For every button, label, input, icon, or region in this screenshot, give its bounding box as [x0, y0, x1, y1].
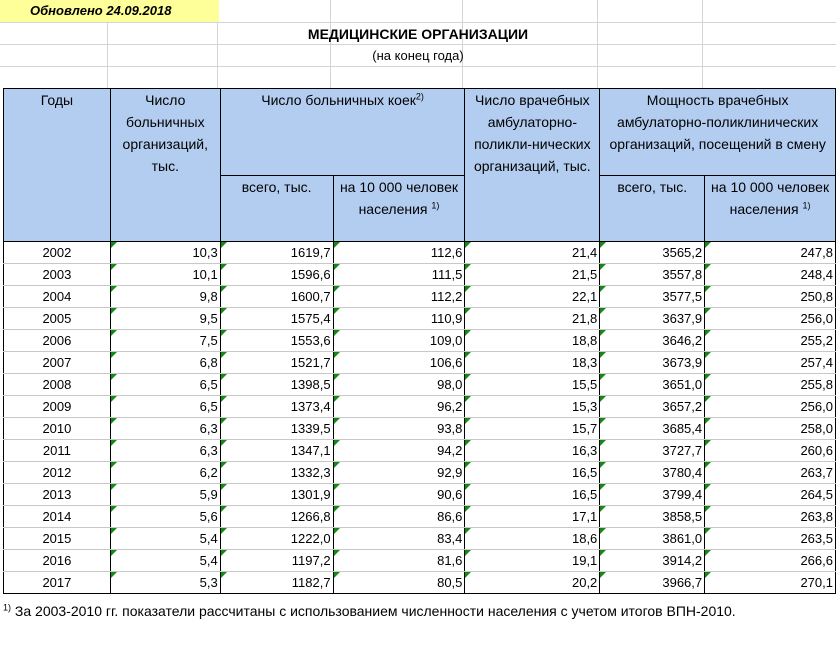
- cell-capacity-total[interactable]: 3861,0: [600, 528, 705, 550]
- cell-hospitals[interactable]: 6,5: [110, 396, 220, 418]
- header-beds-group[interactable]: Число больничных коек$^{2)}$: [220, 89, 465, 176]
- cell-beds-per10k[interactable]: 92,9: [333, 462, 465, 484]
- header-years[interactable]: Годы: [4, 89, 111, 242]
- cell-beds-total[interactable]: 1553,6: [220, 330, 333, 352]
- table-row: [4, 286, 836, 308]
- cell-outpatient[interactable]: 19,1: [465, 550, 600, 572]
- cell-hospitals[interactable]: 9,8: [110, 286, 220, 308]
- cell-outpatient[interactable]: 18,3: [465, 352, 600, 374]
- cell-capacity-per10k[interactable]: 263,8: [705, 506, 836, 528]
- cell-capacity-per10k[interactable]: 247,8: [705, 242, 836, 264]
- header-outpatient[interactable]: Число врачебных амбулаторно-поликли-нических организаций, тыс.: [465, 89, 600, 242]
- cell-beds-per10k[interactable]: 96,2: [333, 396, 465, 418]
- table-row: [4, 462, 836, 484]
- cell-capacity-per10k[interactable]: 256,0: [705, 396, 836, 418]
- cell-year[interactable]: 2003: [4, 264, 111, 286]
- cell-outpatient[interactable]: 16,5: [465, 484, 600, 506]
- cell-beds-per10k[interactable]: 112,2: [333, 286, 465, 308]
- cell-capacity-total[interactable]: 3858,5: [600, 506, 705, 528]
- cell-beds-per10k[interactable]: 109,0: [333, 330, 465, 352]
- cell-year[interactable]: 2004: [4, 286, 111, 308]
- cell-outpatient[interactable]: 15,5: [465, 374, 600, 396]
- cell-capacity-per10k[interactable]: 250,8: [705, 286, 836, 308]
- cell-capacity-per10k[interactable]: 260,6: [705, 440, 836, 462]
- cell-hospitals[interactable]: 7,5: [110, 330, 220, 352]
- cell-capacity-per10k[interactable]: 255,8: [705, 374, 836, 396]
- cell-year[interactable]: 2011: [4, 440, 111, 462]
- cell-capacity-total[interactable]: 3966,7: [600, 572, 705, 594]
- cell-outpatient[interactable]: 18,8: [465, 330, 600, 352]
- cell-year[interactable]: 2010: [4, 418, 111, 440]
- cell-outpatient[interactable]: 20,2: [465, 572, 600, 594]
- cell-capacity-total[interactable]: 3646,2: [600, 330, 705, 352]
- cell-beds-per10k[interactable]: 81,6: [333, 550, 465, 572]
- cell-year[interactable]: 2015: [4, 528, 111, 550]
- cell-beds-total[interactable]: 1521,7: [220, 352, 333, 374]
- table-row: [4, 572, 836, 594]
- cell-capacity-total[interactable]: 3673,9: [600, 352, 705, 374]
- cell-capacity-per10k[interactable]: 255,2: [705, 330, 836, 352]
- header-capacity-total[interactable]: всего, тыс.: [600, 176, 705, 242]
- cell-capacity-total[interactable]: 3799,4: [600, 484, 705, 506]
- cell-beds-total[interactable]: 1347,1: [220, 440, 333, 462]
- cell-capacity-per10k[interactable]: 270,1: [705, 572, 836, 594]
- cell-capacity-per10k[interactable]: 263,5: [705, 528, 836, 550]
- cell-hospitals[interactable]: 5,4: [110, 550, 220, 572]
- header-capacity-group[interactable]: Мощность врачебных амбулаторно-поликлинических организаций, посещений в смену: [600, 89, 836, 176]
- cell-beds-per10k[interactable]: 110,9: [333, 308, 465, 330]
- cell-capacity-total[interactable]: 3557,8: [600, 264, 705, 286]
- table-row: [4, 330, 836, 352]
- cell-hospitals[interactable]: 6,8: [110, 352, 220, 374]
- cell-year[interactable]: 2012: [4, 462, 111, 484]
- cell-beds-per10k[interactable]: 83,4: [333, 528, 465, 550]
- footnote-mark: 1): [3, 602, 12, 613]
- header-hospitals[interactable]: Число больничных организаций, тыс.: [110, 89, 220, 242]
- table-row: [4, 484, 836, 506]
- cell-hospitals[interactable]: 5,9: [110, 484, 220, 506]
- cell-outpatient[interactable]: 15,3: [465, 396, 600, 418]
- cell-beds-total[interactable]: 1575,4: [220, 308, 333, 330]
- cell-outpatient[interactable]: 16,5: [465, 462, 600, 484]
- table-row: [4, 440, 836, 462]
- cell-capacity-total[interactable]: 3685,4: [600, 418, 705, 440]
- cell-outpatient[interactable]: 21,4: [465, 242, 600, 264]
- cell-capacity-total[interactable]: 3651,0: [600, 374, 705, 396]
- cell-year[interactable]: 2014: [4, 506, 111, 528]
- cell-capacity-per10k[interactable]: 258,0: [705, 418, 836, 440]
- cell-year[interactable]: 2017: [4, 572, 111, 594]
- cell-outpatient[interactable]: 18,6: [465, 528, 600, 550]
- cell-beds-total[interactable]: 1266,8: [220, 506, 333, 528]
- cell-beds-per10k[interactable]: 106,6: [333, 352, 465, 374]
- table-row: [4, 264, 836, 286]
- cell-hospitals[interactable]: 10,1: [110, 264, 220, 286]
- medical-organizations-table: [3, 88, 836, 594]
- cell-beds-total[interactable]: 1373,4: [220, 396, 333, 418]
- cell-beds-per10k[interactable]: 90,6: [333, 484, 465, 506]
- cell-beds-total[interactable]: 1182,7: [220, 572, 333, 594]
- cell-hospitals[interactable]: 6,3: [110, 440, 220, 462]
- footnote: [3, 600, 833, 622]
- cell-hospitals[interactable]: 5,3: [110, 572, 220, 594]
- table-row: [4, 352, 836, 374]
- table-body: [4, 242, 836, 594]
- cell-capacity-total[interactable]: 3657,2: [600, 396, 705, 418]
- cell-beds-per10k[interactable]: 112,6: [333, 242, 465, 264]
- cell-outpatient[interactable]: 15,7: [465, 418, 600, 440]
- cell-capacity-per10k[interactable]: 266,6: [705, 550, 836, 572]
- cell-capacity-per10k[interactable]: 256,0: [705, 308, 836, 330]
- cell-outpatient[interactable]: 17,1: [465, 506, 600, 528]
- cell-capacity-total[interactable]: 3637,9: [600, 308, 705, 330]
- cell-year[interactable]: 2007: [4, 352, 111, 374]
- cell-beds-total[interactable]: 1600,7: [220, 286, 333, 308]
- table-row: [4, 528, 836, 550]
- cell-beds-total[interactable]: 1222,0: [220, 528, 333, 550]
- cell-capacity-total[interactable]: 3577,5: [600, 286, 705, 308]
- cell-outpatient[interactable]: 22,1: [465, 286, 600, 308]
- cell-year[interactable]: 2005: [4, 308, 111, 330]
- table-row: [4, 396, 836, 418]
- cell-beds-per10k[interactable]: 94,2: [333, 440, 465, 462]
- cell-outpatient[interactable]: 21,8: [465, 308, 600, 330]
- table-row: [4, 374, 836, 396]
- cell-outpatient[interactable]: 16,3: [465, 440, 600, 462]
- cell-beds-per10k[interactable]: 86,6: [333, 506, 465, 528]
- table-row: [4, 418, 836, 440]
- cell-beds-total[interactable]: 1619,7: [220, 242, 333, 264]
- cell-hospitals[interactable]: 6,3: [110, 418, 220, 440]
- header-capacity-per10k[interactable]: на 10 000 человек населения $^{1)}$: [705, 176, 836, 242]
- table-row: [4, 308, 836, 330]
- cell-beds-per10k[interactable]: 98,0: [333, 374, 465, 396]
- page-title: МЕДИЦИНСКИЕ ОРГАНИЗАЦИИ: [307, 26, 529, 42]
- cell-beds-total[interactable]: 1301,9: [220, 484, 333, 506]
- cell-year[interactable]: 2016: [4, 550, 111, 572]
- table-row: [4, 550, 836, 572]
- cell-hospitals[interactable]: 5,4: [110, 528, 220, 550]
- page-subtitle: (на конец года): [372, 48, 464, 63]
- cell-outpatient[interactable]: 21,5: [465, 264, 600, 286]
- table-row: [4, 242, 836, 264]
- cell-hospitals[interactable]: 6,2: [110, 462, 220, 484]
- cell-capacity-per10k[interactable]: 264,5: [705, 484, 836, 506]
- cell-year[interactable]: 2008: [4, 374, 111, 396]
- cell-capacity-per10k[interactable]: 263,7: [705, 462, 836, 484]
- cell-capacity-total[interactable]: 3914,2: [600, 550, 705, 572]
- cell-beds-per10k[interactable]: 93,8: [333, 418, 465, 440]
- cell-year[interactable]: 2009: [4, 396, 111, 418]
- cell-capacity-total[interactable]: 3780,4: [600, 462, 705, 484]
- cell-hospitals[interactable]: 10,3: [110, 242, 220, 264]
- cell-beds-total[interactable]: 1332,3: [220, 462, 333, 484]
- cell-year[interactable]: 2013: [4, 484, 111, 506]
- cell-capacity-per10k[interactable]: 248,4: [705, 264, 836, 286]
- updated-date-cell[interactable]: Обновлено 24.09.2018: [0, 0, 219, 22]
- cell-beds-per10k[interactable]: 80,5: [333, 572, 465, 594]
- cell-beds-total[interactable]: 1339,5: [220, 418, 333, 440]
- cell-beds-total[interactable]: 1596,6: [220, 264, 333, 286]
- cell-capacity-total[interactable]: 3727,7: [600, 440, 705, 462]
- cell-year[interactable]: 2002: [4, 242, 111, 264]
- cell-beds-per10k[interactable]: 111,5: [333, 264, 465, 286]
- header-beds-total[interactable]: всего, тыс.: [220, 176, 333, 242]
- cell-hospitals[interactable]: 6,5: [110, 374, 220, 396]
- table-row: [4, 506, 836, 528]
- cell-beds-total[interactable]: 1398,5: [220, 374, 333, 396]
- cell-year[interactable]: 2006: [4, 330, 111, 352]
- header-beds-per10k[interactable]: на 10 000 человек населения $^{1)}$: [333, 176, 465, 242]
- cell-capacity-per10k[interactable]: 257,4: [705, 352, 836, 374]
- footnote-text: За 2003-2010 гг. показатели рассчитаны с использованием численности населения с учетом итогов ВПН-2010.: [11, 603, 736, 619]
- cell-beds-total[interactable]: 1197,2: [220, 550, 333, 572]
- cell-hospitals[interactable]: 9,5: [110, 308, 220, 330]
- cell-capacity-total[interactable]: 3565,2: [600, 242, 705, 264]
- cell-hospitals[interactable]: 5,6: [110, 506, 220, 528]
